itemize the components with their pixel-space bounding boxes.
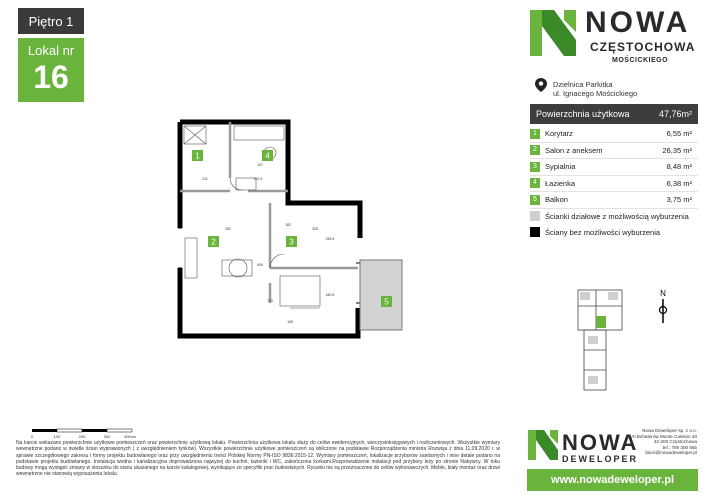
website-link[interactable]: www.nowadeweloper.pl (527, 469, 698, 491)
legend-structural-label: Ściany bez możliwości wyburzenia (545, 227, 661, 237)
legend-partition-label: Ścianki działowe z możliwością wyburzenia (545, 211, 689, 221)
floor-plan (170, 118, 410, 343)
area-table-total: 47,76m² (658, 109, 692, 119)
compass-icon (656, 288, 670, 324)
room-area: 3,75 m² (666, 195, 692, 205)
developer-sub: DEWELOPER (562, 454, 639, 464)
developer-name: NOWA (562, 430, 639, 455)
dim-label: 710 (267, 299, 273, 303)
dim-label: 137 (257, 163, 263, 167)
brand-district: MOŚCICKIEGO (612, 57, 669, 64)
dim-label: 600 (257, 263, 263, 267)
scale-bar (30, 428, 140, 440)
room-area: 8,48 m² (666, 162, 692, 172)
scale-tick: 100 (53, 434, 61, 439)
dim-label: 182 (285, 223, 291, 227)
dim-label: 180.5 (325, 293, 335, 297)
address-line-2: ul. Ignacego Mościckiego (553, 89, 638, 98)
room-number: 4 (530, 178, 540, 188)
company-info (625, 428, 697, 456)
dim-label: 108 (287, 320, 293, 324)
scale-tick: 400cm (123, 434, 137, 439)
room-name: Balkon (545, 195, 568, 205)
room-list (530, 126, 698, 209)
room-area: 6,55 m² (666, 129, 692, 139)
room-row (530, 192, 698, 209)
unit-badge (18, 38, 84, 102)
floor-badge: Piętro 1 (18, 8, 84, 34)
unit-number: 16 (33, 59, 69, 95)
room-name: Korytarz (545, 129, 573, 139)
area-table-title: Powierzchnia użytkowa (536, 109, 630, 119)
current-unit-marker (596, 316, 606, 328)
room-row (530, 176, 698, 193)
room-number: 3 (530, 162, 540, 172)
dim-label: 221.5 (253, 177, 263, 181)
room-row (530, 126, 698, 143)
company-line: 42-200 Częstochowa (653, 439, 697, 445)
company-line: tel.: 789 300 665 (662, 444, 697, 450)
brand-logo-icon (530, 10, 576, 56)
room-area: 6,38 m² (666, 178, 692, 188)
room-number: 1 (530, 129, 540, 139)
plan-label-4: 4 (265, 151, 270, 161)
dim-label: 281 (225, 227, 231, 231)
room-name: Łazienka (545, 178, 576, 188)
legend-partition (530, 211, 689, 221)
legend-structural-swatch (530, 227, 540, 237)
plan-label-2: 2 (211, 237, 216, 247)
legal-footnote: Na karcie wskazano powierzchnie użytkowe pomieszczeń oraz powierzchnię użytkową lokalu. Powierzchnia użytkowa lokalu służy do celów ewidencyjnych, wieczystoksięgowych i rozliczeniowych. Wszystkie wymiary wewnętrzne podano w świetle ścian wyprawionych ( z uwzględnieniem tynków). Wszystkie powierzchnie użytkowe pomieszczeń są obliczone na podstawie Rozporządzenia ministra Rozwoju z dnia 11.09.2020 r. w sprawie szczegółowego zakresu i formy projektu budowlanego oraz przy uwzględnieniu treści Polskiej Normy PN-ISO 9836:2015-12. Wymiary pomieszczeń, lokalizacje przyborów sanitarnych i inne detale podano na podstawie projektu budowlanego. Instalacja wodna i kanalizacyjna doprowadzona najwyżej do kuchni, łazienki i WC, zakończona korkami.Rozprowadzenie instalacji pod przybory leży po stronie Nabywcy. W toku budowy mogą wystąpić zmiany w stosunku do stanu ukazanego na karcie katalogowej, wynikające ze specyfiki prac budowlanych. Rysunki nie są przeznaczone do celów wykonawczych. Meble, biały montaż oraz drzwi wewnętrzne nie stanowią wyposażenia lokalu. (16, 440, 500, 478)
unit-label: Lokal nr (27, 43, 75, 58)
scale-tick: 200 (78, 434, 86, 439)
room-name: Salon z aneksem (545, 145, 603, 155)
address-line-1: Dzielnica Parkitka (553, 80, 613, 89)
legend-partition-swatch (530, 211, 540, 221)
dim-label: 248.5 (325, 237, 335, 241)
scale-tick: 0 (30, 434, 34, 439)
room-area: 26,35 m² (662, 145, 692, 155)
room-number: 5 (530, 195, 540, 205)
location-pin-icon (535, 78, 547, 92)
legend-structural (530, 227, 660, 237)
address (553, 80, 637, 98)
developer-logo-icon (528, 430, 558, 460)
company-line: biuro@nowadeweloper.pl (645, 450, 697, 456)
svg-text:N: N (660, 289, 666, 298)
room-name: Sypialnia (545, 162, 576, 172)
plan-label-1: 1 (195, 151, 200, 161)
brand-city: CZĘSTOCHOWA (590, 40, 696, 54)
scale-tick: 300 (103, 434, 111, 439)
brand-name: NOWA (585, 6, 691, 39)
key-plan (570, 286, 642, 396)
room-number: 2 (530, 145, 540, 155)
room-row (530, 143, 698, 160)
dim-label: 325 (312, 227, 318, 231)
dim-label: 211 (202, 177, 208, 181)
room-row (530, 159, 698, 176)
company-line: Nowa Deweloper sp. z o.o. (642, 428, 697, 433)
plan-label-5: 5 (384, 297, 389, 307)
plan-label-3: 3 (289, 237, 294, 247)
area-table-header (530, 104, 698, 124)
company-line: Al.Bohaterów Monte Cassino 40 (631, 433, 697, 439)
